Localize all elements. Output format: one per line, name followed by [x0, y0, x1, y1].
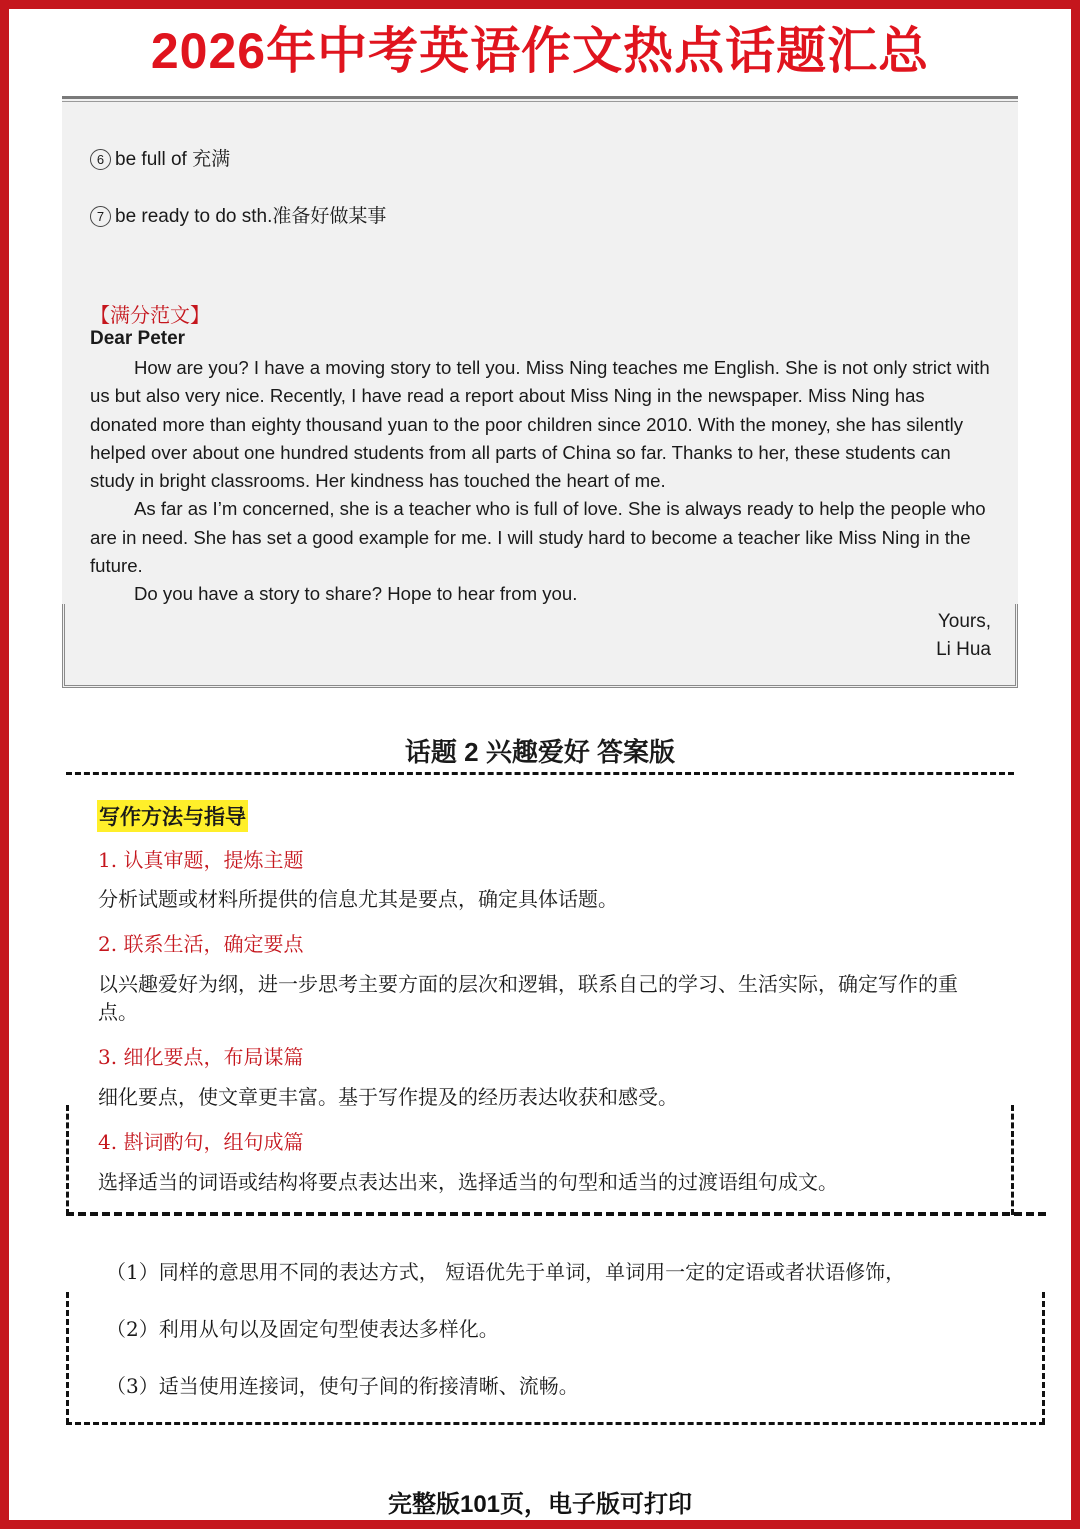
circled-number: 6: [90, 149, 111, 170]
tip-item: （2）利用从句以及固定句型使表达多样化。: [106, 1317, 499, 1341]
step-title: 3. 细化要点，布局谋篇: [98, 1045, 304, 1069]
divider-dashed: [66, 772, 1014, 775]
step-text: 细化要点，使文章更丰富。基于写作提及的经历表达收获和感受。: [98, 1085, 678, 1109]
letter-salutation: Dear Peter: [90, 328, 186, 349]
letter-closing: [936, 608, 991, 664]
closing-word: Yours,: [937, 611, 991, 632]
tip-item: （1）同样的意思用不同的表达方式， 短语优先于单词，单词用一定的定语或者状语修饰，: [106, 1260, 906, 1284]
section-heading: 写作方法与指导: [97, 800, 248, 832]
tips-frame-right: [1042, 1292, 1045, 1424]
footer-note: 完整版101页，电子版可打印: [387, 1491, 693, 1518]
tips-frame-bottom: [66, 1422, 1045, 1425]
phrase-text: be full of 充满: [115, 149, 231, 170]
step-text: 以兴趣爱好为纲，进一步思考主要方面的层次和逻辑，联系自己的学习、生活实际，确定写作的重点。: [98, 972, 958, 1024]
signature: Li Hua: [936, 639, 991, 660]
letter-paragraph: As far as I’m concerned, she is a teacher who is full of love. She is always ready to help the people who are in need. She has set a good example for me. I will study hard to become a teacher like Miss Ning in the future.: [90, 498, 986, 577]
frame-dashed-left: [66, 1105, 69, 1215]
essay-tag: 【满分范文】: [90, 303, 210, 327]
frame-dashed-right: [1011, 1105, 1014, 1215]
letter-paragraph: Do you have a story to share? Hope to hear from you.: [134, 583, 578, 605]
tip-item: （3）适当使用连接词，使句子间的衔接清晰、流畅。: [106, 1374, 579, 1398]
page-title: 2026年中考英语作文热点话题汇总: [150, 23, 930, 79]
letter-paragraph: How are you? I have a moving story to tell you. Miss Ning teaches me English. She is not only strict with us but also very nice. Recently, I have read a report about Miss Ning in the newspaper. Miss Ning has donated more than eighty thousand yuan to the poor children since 2010. With the money, she has silently helped over about one hundred students from all parts of China so far. Thanks to her, these students can study in bright classrooms. Her kindness has touched the heart of me.: [90, 357, 990, 492]
circled-number: 7: [90, 206, 111, 227]
phrase-item: [90, 144, 230, 171]
phrase-item: [90, 201, 386, 228]
sample-letter-box: [62, 96, 1018, 688]
letter-top-rule: [62, 96, 1018, 102]
letter-bottom-frame: [62, 604, 1018, 688]
frame-dashed-bottom: [66, 1212, 1046, 1216]
step-text: 选择适当的词语或结构将要点表达出来，选择适当的句型和适当的过渡语组句成文。: [98, 1170, 838, 1194]
step-title: 4. 斟词酌句，组句成篇: [98, 1130, 304, 1154]
letter-body: [90, 354, 990, 609]
phrase-text: be ready to do sth.准备好做某事: [115, 206, 387, 227]
step-title: 1. 认真审题，提炼主题: [98, 848, 304, 872]
step-title: 2. 联系生活，确定要点: [98, 932, 304, 956]
tips-frame-left: [66, 1292, 69, 1424]
step-text: 分析试题或材料所提供的信息尤其是要点，确定具体话题。: [98, 887, 618, 911]
topic-title: 话题 2 兴趣爱好 答案版: [404, 737, 676, 767]
